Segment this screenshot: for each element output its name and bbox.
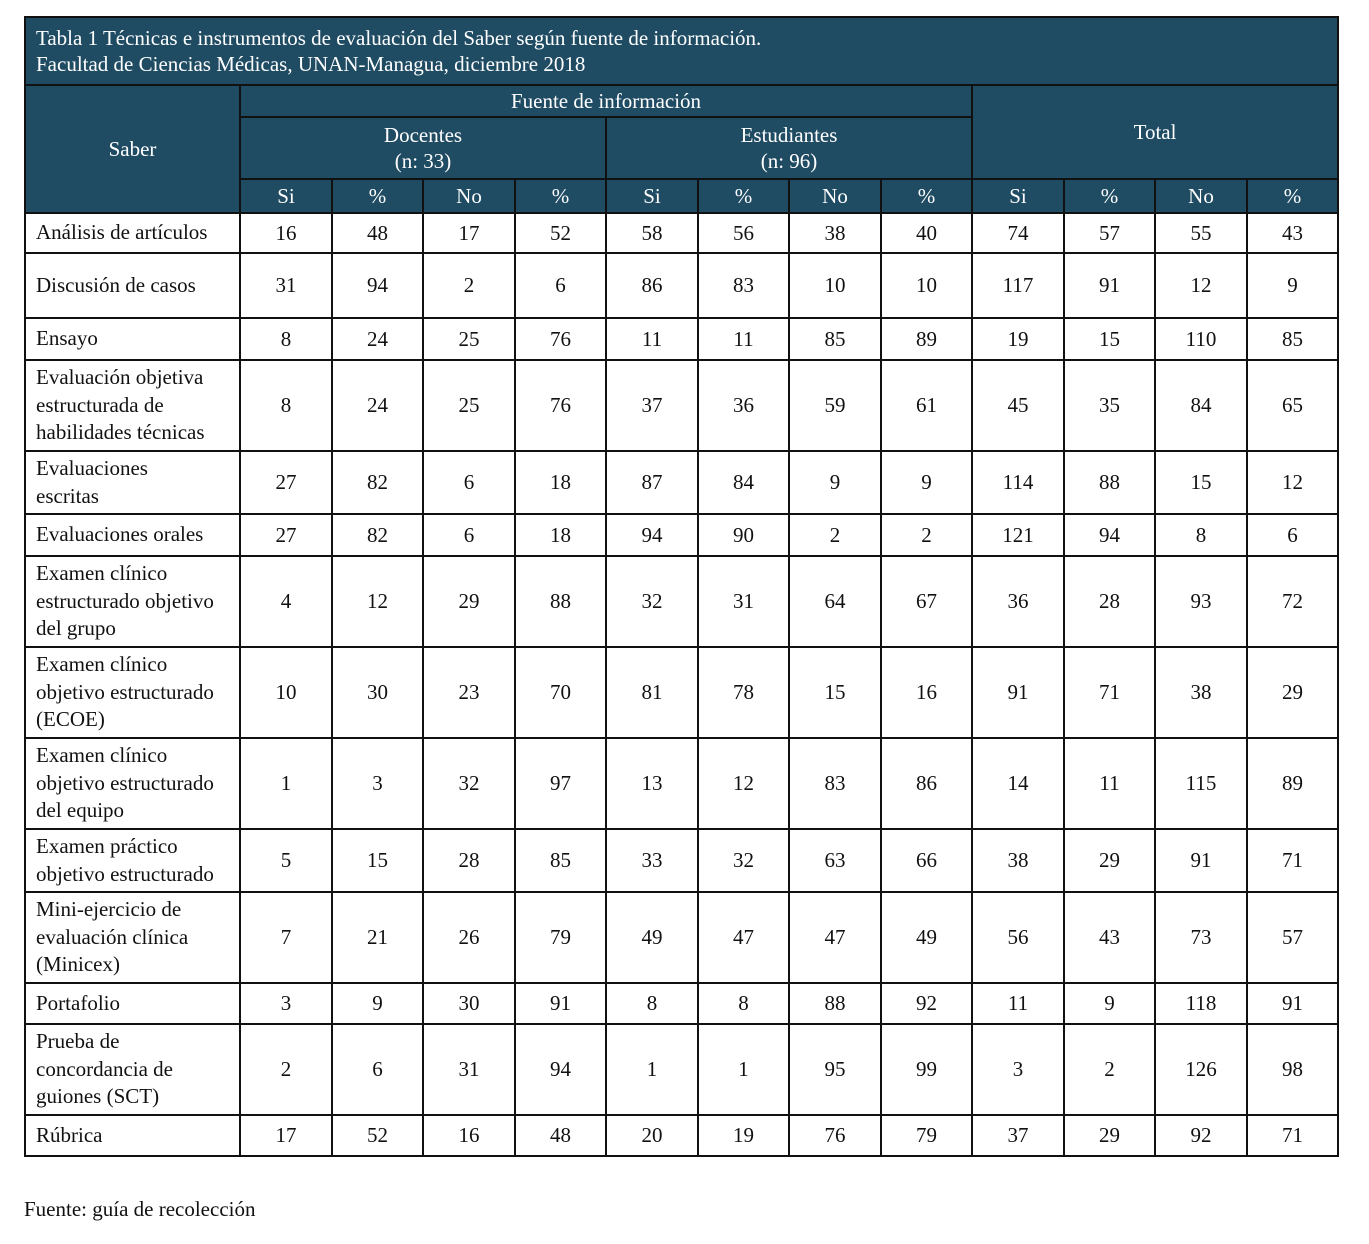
table-cell: 16	[240, 213, 332, 253]
row-label-line: (Minicex)	[36, 952, 120, 977]
table-cell: 10	[789, 253, 881, 318]
table-row	[25, 983, 1338, 1024]
table-cell: 83	[789, 738, 881, 829]
table-cell: 118	[1155, 983, 1247, 1024]
row-label	[25, 253, 240, 318]
row-label	[25, 829, 240, 892]
table-cell: 126	[1155, 1024, 1247, 1115]
table-cell: 40	[881, 213, 972, 253]
table-cell: 7	[240, 892, 332, 983]
header-estudiantes-n: (n: 96)	[760, 149, 818, 173]
table-cell: 73	[1155, 892, 1247, 983]
table-cell: 49	[606, 892, 698, 983]
header-docentes	[240, 117, 606, 179]
table-cell: 91	[1155, 829, 1247, 892]
table-cell: 114	[972, 451, 1064, 514]
table-cell: 67	[881, 556, 972, 647]
table-cell: 6	[332, 1024, 423, 1115]
table-cell: 32	[698, 829, 789, 892]
table-cell: 17	[423, 213, 515, 253]
table-cell: 81	[606, 647, 698, 738]
table-cell: 38	[789, 213, 881, 253]
row-label-line: evaluación clínica	[36, 924, 189, 949]
table-cell: 89	[881, 318, 972, 360]
table-cell: 12	[332, 556, 423, 647]
table-row	[25, 1024, 1338, 1115]
table-cell: 52	[515, 213, 606, 253]
table-cell: 15	[332, 829, 423, 892]
table-cell: 71	[1247, 829, 1338, 892]
table-cell: 61	[881, 360, 972, 451]
subheader-cell: Si	[972, 179, 1064, 213]
table-cell: 32	[606, 556, 698, 647]
table-title-line1: Tabla 1 Técnicas e instrumentos de evaluación del Saber según fuente de información.	[36, 26, 762, 50]
table-row	[25, 213, 1338, 253]
table-cell: 94	[332, 253, 423, 318]
table-cell: 85	[1247, 318, 1338, 360]
table-cell: 16	[423, 1115, 515, 1156]
table-row	[25, 647, 1338, 738]
table-cell: 6	[515, 253, 606, 318]
table-cell: 29	[1064, 1115, 1155, 1156]
table-cell: 89	[1247, 738, 1338, 829]
table-cell: 1	[606, 1024, 698, 1115]
subheader-cell: %	[515, 179, 606, 213]
table-cell: 10	[881, 253, 972, 318]
table-cell: 28	[423, 829, 515, 892]
table-cell: 11	[606, 318, 698, 360]
table-cell: 121	[972, 514, 1064, 556]
table-cell: 92	[1155, 1115, 1247, 1156]
table-cell: 26	[423, 892, 515, 983]
table-cell: 29	[1247, 647, 1338, 738]
table-cell: 10	[240, 647, 332, 738]
table-cell: 52	[332, 1115, 423, 1156]
table-cell: 3	[972, 1024, 1064, 1115]
table-cell: 8	[698, 983, 789, 1024]
table-cell: 117	[972, 253, 1064, 318]
table-cell: 110	[1155, 318, 1247, 360]
table-cell: 93	[1155, 556, 1247, 647]
table-cell: 57	[1064, 213, 1155, 253]
table-cell: 70	[515, 647, 606, 738]
table-cell: 47	[698, 892, 789, 983]
table-cell: 16	[881, 647, 972, 738]
row-label	[25, 514, 240, 556]
table-cell: 29	[1064, 829, 1155, 892]
table-cell: 84	[1155, 360, 1247, 451]
table-cell: 85	[789, 318, 881, 360]
table-row	[25, 829, 1338, 892]
table-cell: 2	[881, 514, 972, 556]
table-cell: 19	[972, 318, 1064, 360]
row-label	[25, 892, 240, 983]
table-cell: 12	[1247, 451, 1338, 514]
header-saber: Saber	[25, 85, 240, 213]
row-label-line: Evaluaciones orales	[36, 522, 204, 547]
table-row	[25, 1115, 1338, 1156]
table-cell: 87	[606, 451, 698, 514]
table-cell: 94	[606, 514, 698, 556]
table-cell: 31	[240, 253, 332, 318]
table-cell: 20	[606, 1115, 698, 1156]
table-cell: 76	[515, 360, 606, 451]
table-cell: 88	[789, 983, 881, 1024]
table-cell: 25	[423, 360, 515, 451]
row-label	[25, 360, 240, 451]
row-label-line: Mini-ejercicio de	[36, 897, 182, 922]
table-cell: 63	[789, 829, 881, 892]
table-cell: 1	[240, 738, 332, 829]
table-cell: 29	[423, 556, 515, 647]
row-label	[25, 647, 240, 738]
subheader-cell: Si	[606, 179, 698, 213]
table-cell: 43	[1064, 892, 1155, 983]
table-cell: 30	[332, 647, 423, 738]
table-source-note: Fuente: guía de recolección	[24, 1197, 256, 1221]
table-cell: 43	[1247, 213, 1338, 253]
row-label-line: Evaluaciones	[36, 456, 148, 480]
subheader-cell: No	[1155, 179, 1247, 213]
table-row	[25, 318, 1338, 360]
table-cell: 91	[1247, 983, 1338, 1024]
table-cell: 48	[332, 213, 423, 253]
table-cell: 66	[881, 829, 972, 892]
table-cell: 74	[972, 213, 1064, 253]
table-cell: 28	[1064, 556, 1155, 647]
table-cell: 56	[972, 892, 1064, 983]
table-row	[25, 514, 1338, 556]
table-cell: 11	[972, 983, 1064, 1024]
table-cell: 18	[515, 514, 606, 556]
row-label-line: (ECOE)	[36, 707, 105, 732]
table-cell: 15	[1155, 451, 1247, 514]
subheader-cell: %	[332, 179, 423, 213]
table-cell: 6	[423, 451, 515, 514]
table-cell: 9	[332, 983, 423, 1024]
table-cell: 30	[423, 983, 515, 1024]
table-cell: 88	[1064, 451, 1155, 514]
table-cell: 8	[606, 983, 698, 1024]
row-label-line: Ensayo	[36, 326, 98, 351]
table-cell: 37	[972, 1115, 1064, 1156]
row-label	[25, 213, 240, 253]
row-label-line: Evaluación objetiva	[36, 365, 204, 390]
table-cell: 82	[332, 451, 423, 514]
row-label	[25, 318, 240, 360]
table-cell: 3	[240, 983, 332, 1024]
row-label-line: escritas	[36, 483, 99, 508]
table-cell: 3	[332, 738, 423, 829]
row-label-line: Examen clínico	[36, 652, 168, 677]
table-cell: 76	[789, 1115, 881, 1156]
table-title	[25, 17, 1338, 85]
table-cell: 79	[515, 892, 606, 983]
table-cell: 5	[240, 829, 332, 892]
table-cell: 55	[1155, 213, 1247, 253]
row-label-line: Portafolio	[36, 990, 120, 1015]
table-cell: 8	[1155, 514, 1247, 556]
table-cell: 94	[1064, 514, 1155, 556]
table-cell: 23	[423, 647, 515, 738]
table-cell: 8	[240, 360, 332, 451]
table-cell: 94	[515, 1024, 606, 1115]
subheader-cell: No	[423, 179, 515, 213]
table-cell: 71	[1247, 1115, 1338, 1156]
row-label	[25, 738, 240, 829]
table-cell: 9	[1247, 253, 1338, 318]
header-total: Total	[972, 85, 1338, 179]
row-label-line: Examen clínico	[36, 743, 168, 768]
table-cell: 11	[1064, 738, 1155, 829]
row-label-line: objetivo estructurado	[36, 861, 214, 886]
row-label-line: concordancia de	[36, 1056, 174, 1081]
table-cell: 45	[972, 360, 1064, 451]
table-cell: 76	[515, 318, 606, 360]
table-cell: 82	[332, 514, 423, 556]
table-cell: 18	[515, 451, 606, 514]
table-cell: 12	[1155, 253, 1247, 318]
table-cell: 2	[1064, 1024, 1155, 1115]
header-estudiantes	[606, 117, 972, 179]
table-cell: 25	[423, 318, 515, 360]
table-cell: 83	[698, 253, 789, 318]
row-label-line: Examen práctico	[36, 834, 178, 858]
table-row	[25, 556, 1338, 647]
table-cell: 71	[1064, 647, 1155, 738]
table-cell: 35	[1064, 360, 1155, 451]
subheader-cell: Si	[240, 179, 332, 213]
table-cell: 91	[1064, 253, 1155, 318]
table-cell: 65	[1247, 360, 1338, 451]
table-cell: 49	[881, 892, 972, 983]
row-label-line: estructurado objetivo	[36, 588, 214, 613]
table-cell: 27	[240, 514, 332, 556]
table-cell: 9	[1064, 983, 1155, 1024]
row-label	[25, 556, 240, 647]
table-cell: 15	[1064, 318, 1155, 360]
row-label-line: Rúbrica	[36, 1122, 103, 1147]
subheader-cell: %	[1064, 179, 1155, 213]
table-cell: 17	[240, 1115, 332, 1156]
table-cell: 99	[881, 1024, 972, 1115]
row-label	[25, 983, 240, 1024]
row-label-line: guiones (SCT)	[36, 1084, 160, 1109]
table-cell: 2	[240, 1024, 332, 1115]
table-cell: 36	[972, 556, 1064, 647]
table-cell: 86	[881, 738, 972, 829]
table-cell: 4	[240, 556, 332, 647]
table-cell: 37	[606, 360, 698, 451]
row-label-line: del equipo	[36, 798, 125, 823]
table-cell: 48	[515, 1115, 606, 1156]
table-cell: 58	[606, 213, 698, 253]
row-label-line: objetivo estructurado	[36, 679, 214, 704]
table-cell: 56	[698, 213, 789, 253]
table-cell: 72	[1247, 556, 1338, 647]
row-label-line: habilidades técnicas	[36, 420, 205, 445]
table-cell: 24	[332, 360, 423, 451]
row-label-line: estructurada de	[36, 392, 164, 417]
table-cell: 98	[1247, 1024, 1338, 1115]
table-cell: 38	[972, 829, 1064, 892]
table-cell: 13	[606, 738, 698, 829]
table-cell: 9	[881, 451, 972, 514]
table-cell: 92	[881, 983, 972, 1024]
row-label	[25, 1115, 240, 1156]
table-cell: 32	[423, 738, 515, 829]
table-cell: 2	[423, 253, 515, 318]
table-container	[24, 16, 1339, 1157]
table-cell: 31	[698, 556, 789, 647]
table-cell: 11	[698, 318, 789, 360]
table-row	[25, 892, 1338, 983]
table-cell: 85	[515, 829, 606, 892]
table-row	[25, 738, 1338, 829]
table-cell: 78	[698, 647, 789, 738]
row-label-line: Prueba de	[36, 1029, 120, 1054]
table-cell: 57	[1247, 892, 1338, 983]
table-cell: 14	[972, 738, 1064, 829]
table-cell: 38	[1155, 647, 1247, 738]
table-cell: 84	[698, 451, 789, 514]
table-row	[25, 451, 1338, 514]
data-table	[24, 16, 1339, 1157]
table-cell: 64	[789, 556, 881, 647]
table-cell: 12	[698, 738, 789, 829]
row-label	[25, 1024, 240, 1115]
row-label	[25, 451, 240, 514]
table-cell: 59	[789, 360, 881, 451]
table-cell: 31	[423, 1024, 515, 1115]
header-docentes-n: (n: 33)	[394, 149, 452, 173]
table-row	[25, 253, 1338, 318]
table-cell: 24	[332, 318, 423, 360]
row-label-line: Discusión de casos	[36, 272, 196, 297]
table-cell: 88	[515, 556, 606, 647]
table-cell: 91	[972, 647, 1064, 738]
table-cell: 2	[789, 514, 881, 556]
header-docentes-label: Docentes	[383, 123, 463, 147]
table-cell: 79	[881, 1115, 972, 1156]
row-label-line: del grupo	[36, 616, 116, 641]
header-fuente: Fuente de información	[240, 85, 972, 117]
table-cell: 47	[789, 892, 881, 983]
table-cell: 95	[789, 1024, 881, 1115]
subheader-cell: %	[1247, 179, 1338, 213]
row-label-line: Examen clínico	[36, 561, 168, 586]
table-cell: 36	[698, 360, 789, 451]
table-cell: 15	[789, 647, 881, 738]
row-label-line: Análisis de artículos	[36, 220, 208, 245]
table-cell: 1	[698, 1024, 789, 1115]
table-cell: 6	[423, 514, 515, 556]
table-cell: 33	[606, 829, 698, 892]
subheader-cell: No	[789, 179, 881, 213]
table-cell: 21	[332, 892, 423, 983]
table-title-line2: Facultad de Ciencias Médicas, UNAN-Managua, diciembre 2018	[36, 52, 586, 76]
table-cell: 115	[1155, 738, 1247, 829]
table-cell: 97	[515, 738, 606, 829]
header-estudiantes-label: Estudiantes	[740, 123, 838, 147]
table-row	[25, 360, 1338, 451]
row-label-line: objetivo estructurado	[36, 770, 214, 795]
table-cell: 8	[240, 318, 332, 360]
subheader-cell: %	[881, 179, 972, 213]
table-cell: 90	[698, 514, 789, 556]
table-cell: 27	[240, 451, 332, 514]
table-cell: 86	[606, 253, 698, 318]
table-cell: 19	[698, 1115, 789, 1156]
subheader-cell: %	[698, 179, 789, 213]
table-cell: 9	[789, 451, 881, 514]
table-cell: 6	[1247, 514, 1338, 556]
table-cell: 91	[515, 983, 606, 1024]
